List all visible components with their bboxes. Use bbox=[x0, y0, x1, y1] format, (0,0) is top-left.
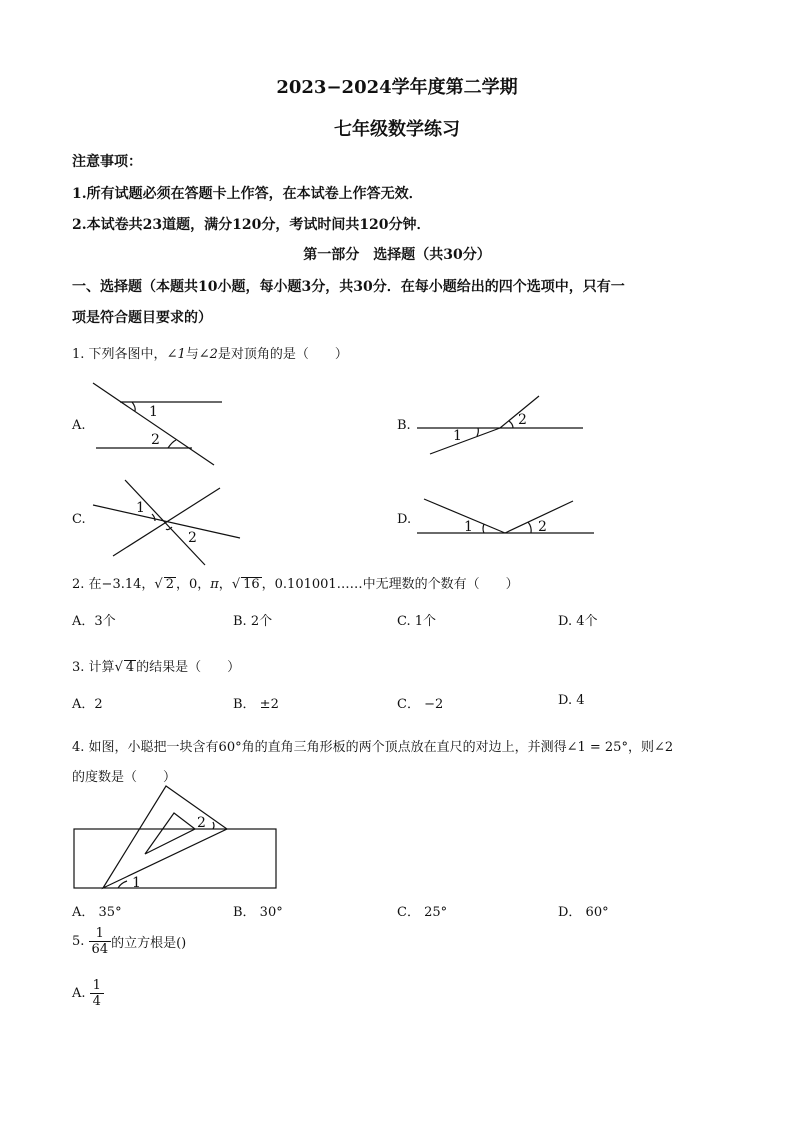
q2-option-d: D. 4个 bbox=[558, 614, 598, 629]
question-number: 5. bbox=[72, 934, 85, 949]
q2-option-c: C. 1个 bbox=[397, 614, 437, 629]
question-4-line2: 的度数是（ ） bbox=[72, 770, 177, 785]
q3-option-d: D. 4 bbox=[558, 693, 585, 708]
q4-option-a: A． 35° bbox=[72, 905, 122, 920]
question-text: 的立方根是() bbox=[111, 936, 187, 951]
q2-option-a: A．3个 bbox=[72, 614, 116, 629]
question-number: 2. bbox=[72, 577, 85, 592]
exam-subtitle: 七年级数学练习 bbox=[334, 119, 460, 140]
q1-figure-a bbox=[93, 383, 222, 465]
part-title: 第一部分 选择题（共30分） bbox=[303, 247, 491, 263]
notice-item-2: 2.本试卷共23道题，满分120分，考试时间共120分钟． bbox=[72, 217, 431, 233]
q1b-label-2: 2 bbox=[518, 412, 527, 428]
q5-option-a bbox=[72, 978, 104, 1009]
question-4-line1 bbox=[72, 736, 673, 755]
q4-option-c: C． 25° bbox=[397, 905, 448, 920]
q4-option-d: D． 60° bbox=[558, 905, 609, 920]
q4-label-2: 2 bbox=[197, 815, 206, 831]
fraction-numerator: 1 bbox=[89, 926, 112, 942]
sqrt-4: 4 bbox=[125, 660, 135, 675]
fraction-denominator: 4 bbox=[92, 994, 101, 1009]
question-3: 3. 计算√ 4 的结果是（ ） bbox=[72, 660, 241, 675]
angle-symbol: ∠2 bbox=[198, 347, 218, 362]
q4-label-1: 1 bbox=[132, 875, 141, 891]
q1a-label-1: 1 bbox=[149, 404, 158, 420]
q1-figure-c bbox=[93, 480, 240, 565]
q3-option-a: A．2 bbox=[72, 697, 103, 712]
question-text: 在−3.14， bbox=[88, 577, 155, 592]
q1-figure-b bbox=[417, 396, 583, 454]
question-text: 如图，小聪把一块含有60°角的直角三角形板的两个顶点放在直尺的对边上，并测得∠1 = 25°，则∠2 bbox=[88, 740, 674, 755]
fraction-1-64 bbox=[89, 926, 112, 957]
q1c-label-2: 2 bbox=[188, 530, 197, 546]
question-text: 与 bbox=[185, 347, 199, 362]
section-instruction-line2: 项是符合题目要求的） bbox=[72, 310, 212, 326]
sqrt-2: 2 bbox=[165, 577, 174, 592]
q1-option-c-label: C. bbox=[72, 512, 86, 527]
q4-option-b: B． 30° bbox=[233, 905, 283, 920]
question-2: 2. 在−3.14，√ 2 ，0，π，√ 16 ，0.101001……中无理数的个数有（ ） bbox=[72, 577, 519, 592]
question-number: 3. bbox=[72, 660, 85, 675]
question-number: 4. bbox=[72, 740, 85, 755]
q4-figure bbox=[74, 786, 276, 888]
q1-option-a-label: A. bbox=[72, 418, 86, 433]
q1d-label-2: 2 bbox=[538, 519, 547, 535]
pi-symbol: π bbox=[210, 577, 219, 592]
question-text: ， bbox=[218, 577, 232, 592]
q1-option-d-label: D. bbox=[397, 512, 412, 527]
q1-option-b-label: B. bbox=[397, 418, 411, 433]
notice-heading: 注意事项： bbox=[72, 154, 142, 170]
section-instruction-line1: 一、选择题（本题共10小题，每小题3分，共30分．在每小题给出的四个选项中，只有一 bbox=[72, 279, 625, 295]
option-label: A. bbox=[72, 986, 86, 1001]
fraction-numerator: 1 bbox=[90, 978, 104, 994]
question-text: 的结果是（ ） bbox=[136, 660, 241, 675]
angle-symbol: ∠1 bbox=[166, 347, 186, 362]
q1c-label-1: 1 bbox=[136, 500, 145, 516]
sqrt-16: 16 bbox=[243, 577, 260, 592]
q1-figure-d bbox=[417, 499, 594, 533]
q2-option-b: B. 2个 bbox=[233, 614, 273, 629]
q3-option-b: B． ±2 bbox=[233, 697, 279, 712]
q1b-label-1: 1 bbox=[453, 428, 462, 444]
question-number: 1. bbox=[72, 347, 85, 362]
fraction-denominator: 64 bbox=[91, 942, 109, 957]
q1a-label-2: 2 bbox=[151, 432, 160, 448]
notice-item-1: 1.所有试题必须在答题卡上作答，在本试卷上作答无效． bbox=[72, 186, 423, 202]
q1d-label-1: 1 bbox=[464, 519, 473, 535]
exam-title: 2023−2024学年度第二学期 bbox=[276, 77, 518, 98]
question-text: ，0.101001……中无理数的个数有（ ） bbox=[261, 577, 519, 592]
question-text: 下列各图中， bbox=[88, 347, 167, 362]
question-text: 是对顶角的是（ ） bbox=[217, 347, 348, 362]
question-text: ，0， bbox=[175, 577, 211, 592]
fraction-1-4 bbox=[90, 978, 104, 1009]
q3-option-c: C． −2 bbox=[397, 697, 444, 712]
question-5 bbox=[72, 926, 186, 957]
question-text: 计算 bbox=[88, 660, 115, 675]
